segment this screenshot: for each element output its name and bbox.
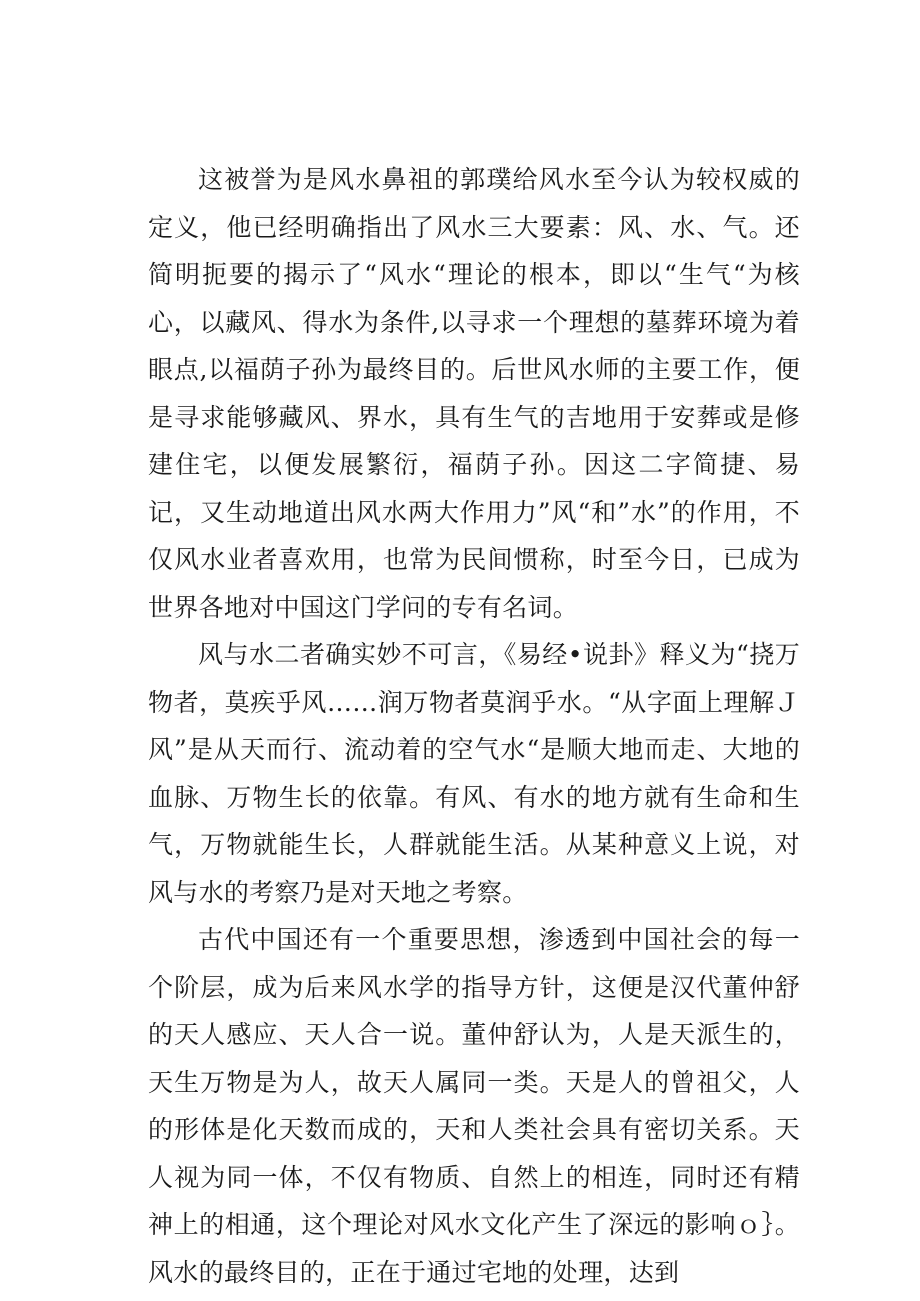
document-body bbox=[148, 156, 800, 1296]
paragraph-heaven-man-unity: 古代中国还有一个重要思想，渗透到中国社会的每一个阶层，成为后来风水学的指导方针，这便是汉代董仲舒的天人感应、天人合一说。董仲舒认为，人是天派生的，天生万物是为人，故天人属同一类。天是人的曾祖父，人的形体是化天数而成的，天和人类社会具有密切关系。天人视为同一体，不仅有物质、自然上的相连，同时还有精神上的相通，这个理论对风水文化产生了深远的影响ｏ｝。风水的最终目的，正在于通过宅地的处理，达到 bbox=[148, 925, 800, 1287]
paragraph-wind-and-water: 风与水二者确实妙不可言，《易经•说卦》释义为“挠万物者，莫疾乎风……润万物者莫润乎水。“从字面上理解Ｊ风”是从天而行、流动着的空气水“是顺大地而走、大地的血脉、万物生长的依靠。有风、有水的地方就有生命和生气，万物就能生长，人群就能生活。从某种意义上说，对风与水的考察乃是对天地之考察。 bbox=[148, 640, 800, 907]
paragraph-fengshui-definition: 这被誉为是风水鼻祖的郭璞给风水至今认为较权威的定义，他已经明确指出了风水三大要素：风、水、气。还简明扼要的揭示了“风水“理论的根本，即以“生气“为核心，以藏风、得水为条件,以寻求一个理想的墓葬环境为着眼点,以福荫子孙为最终目的。后世风水师的主要工作，便是寻求能够藏风、界水，具有生气的吉地用于安葬或是修建住宅，以便发展繁衍，福荫子孙。因这二字简捷、易记，又生动地道出风水两大作用力”风“和”水”的作用，不仅风水业者喜欢用，也常为民间惯称，时至今日，已成为世界各地对中国这门学问的专有名词。 bbox=[148, 165, 800, 622]
